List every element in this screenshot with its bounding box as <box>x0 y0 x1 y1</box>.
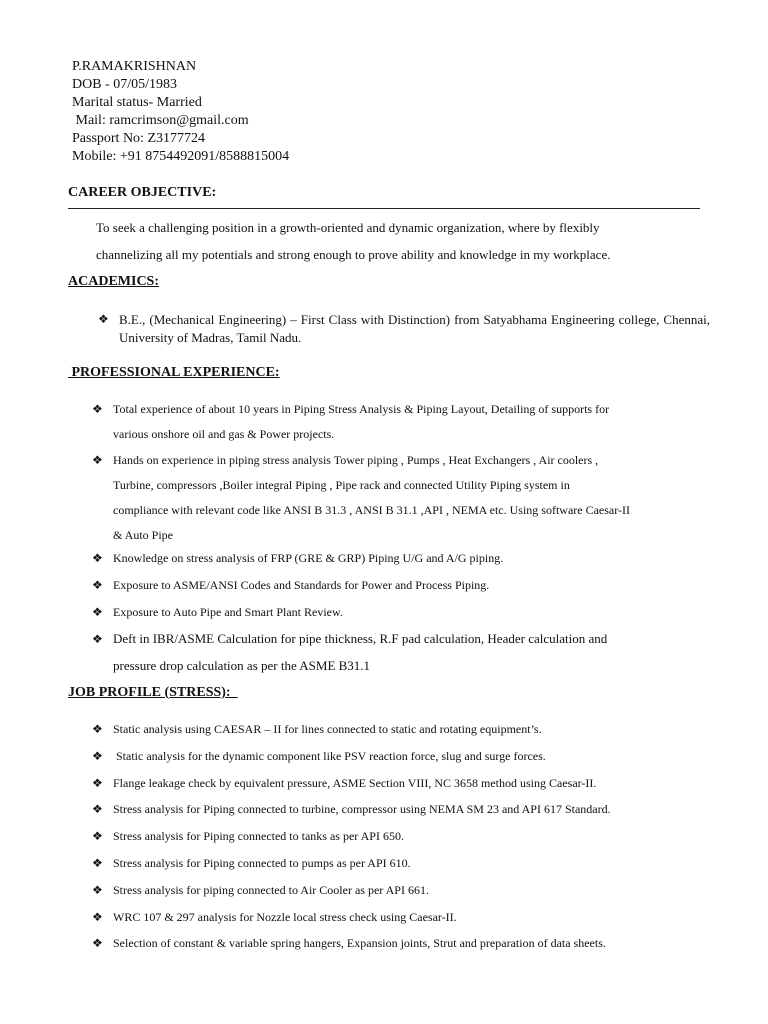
bullet-icon: ❖ <box>92 605 103 619</box>
experience-item-line: Exposure to ASME/ANSI Codes and Standards for Power and Process Piping. <box>113 578 490 592</box>
email: Mail: ramcrimson@gmail.com <box>72 113 249 128</box>
job-profile-item: Static analysis for the dynamic component like PSV reaction force, slug and surge forces. <box>113 749 546 763</box>
bullet-icon: ❖ <box>92 802 103 816</box>
job-profile-item: WRC 107 & 297 analysis for Nozzle local stress check using Caesar-II. <box>113 910 457 924</box>
experience-item-line: compliance with relevant code like ANSI B 31.3 , ANSI B 31.1 ,API , NEMA etc. Using software Caesar-II <box>113 503 630 517</box>
academics-item: B.E., (Mechanical Engineering) – First Class with Distinction) from Satyabhama Engineering college, Chennai, University of Madras, Tamil Nadu. <box>119 312 710 345</box>
job-profile-heading-trailing-space <box>231 685 238 700</box>
experience-item-line: Total experience of about 10 years in Piping Stress Analysis & Piping Layout, Detailing of supports for <box>113 402 610 416</box>
bullet-icon: ❖ <box>92 856 103 870</box>
job-profile-item: Static analysis using CAESAR – II for lines connected to static and rotating equipment’s. <box>113 722 542 736</box>
career-divider <box>68 208 700 209</box>
bullet-icon: ❖ <box>92 936 103 950</box>
candidate-name: P.RAMAKRISHNAN <box>72 59 197 74</box>
job-profile-item: Stress analysis for Piping connected to tanks as per API 650. <box>113 829 404 843</box>
career-objective-heading: CAREER OBJECTIVE: <box>68 185 217 200</box>
job-profile-item: Selection of constant & variable spring hangers, Expansion joints, Strut and preparation of data sheets. <box>113 936 606 950</box>
bullet-icon: ❖ <box>92 722 103 736</box>
professional-experience-heading: PROFESSIONAL EXPERIENCE: <box>68 365 280 380</box>
marital-status: Marital status- Married <box>72 95 202 110</box>
career-objective-line-2: channelizing all my potentials and strong enough to prove ability and knowledge in my workplace. <box>96 247 611 262</box>
passport-number: Passport No: Z3177724 <box>72 131 205 146</box>
job-profile-heading-row <box>68 683 238 702</box>
bullet-icon: ❖ <box>92 749 103 763</box>
bullet-icon: ❖ <box>92 402 103 416</box>
mobile-number: Mobile: +91 8754492091/8588815004 <box>72 149 290 164</box>
experience-item-line: Hands on experience in piping stress analysis Tower piping , Pumps , Heat Exchangers , Air coolers , <box>113 453 599 467</box>
bullet-icon: ❖ <box>92 632 103 646</box>
job-profile-item: Stress analysis for Piping connected to turbine, compressor using NEMA SM 23 and API 617 Standard. <box>113 802 611 816</box>
job-profile-heading: JOB PROFILE (STRESS): <box>68 685 231 700</box>
experience-item-line: & Auto Pipe <box>113 528 174 542</box>
bullet-icon: ❖ <box>92 551 103 565</box>
experience-item-line: pressure drop calculation as per the ASME B31.1 <box>113 658 371 673</box>
bullet-icon: ❖ <box>92 829 103 843</box>
bullet-icon: ❖ <box>92 776 103 790</box>
experience-item-line: Knowledge on stress analysis of FRP (GRE & GRP) Piping U/G and A/G piping. <box>113 551 504 565</box>
job-profile-item: Stress analysis for Piping connected to pumps as per API 610. <box>113 856 411 870</box>
bullet-icon: ❖ <box>92 883 103 897</box>
experience-item-line: Turbine, compressors ,Boiler integral Piping , Pipe rack and connected Utility Piping system in <box>113 478 570 492</box>
career-objective-line-1: To seek a challenging position in a growth-oriented and dynamic organization, where by flexibly <box>96 220 600 235</box>
bullet-icon: ❖ <box>92 910 103 924</box>
job-profile-item: Stress analysis for piping connected to Air Cooler as per API 661. <box>113 883 429 897</box>
experience-item-line: various onshore oil and gas & Power projects. <box>113 427 335 441</box>
bullet-icon: ❖ <box>92 453 103 467</box>
academics-heading: ACADEMICS: <box>68 274 159 289</box>
experience-item-line: Deft in IBR/ASME Calculation for pipe thickness, R.F pad calculation, Header calculation and <box>113 631 608 646</box>
job-profile-item: Flange leakage check by equivalent pressure, ASME Section VIII, NC 3658 method using Caesar-II. <box>113 776 597 790</box>
date-of-birth: DOB - 07/05/1983 <box>72 77 177 92</box>
experience-item-line: Exposure to Auto Pipe and Smart Plant Review. <box>113 605 343 619</box>
bullet-icon: ❖ <box>92 578 103 592</box>
bullet-icon: ❖ <box>98 312 109 326</box>
